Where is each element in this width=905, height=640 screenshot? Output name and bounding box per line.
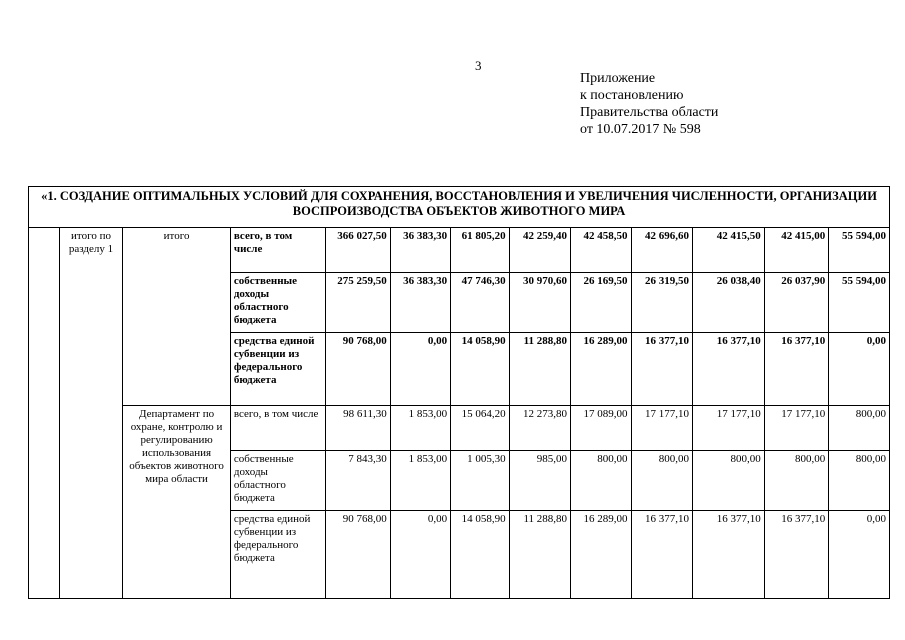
appendix-line: от 10.07.2017 № 598 — [580, 122, 701, 137]
section-total-label: итого по разделу 1 — [59, 228, 123, 599]
value-cell: 12 273,80 — [509, 406, 570, 451]
value-cell: 1 005,30 — [451, 451, 509, 511]
value-cell: 800,00 — [764, 451, 829, 511]
row-type: собственные доходы областного бюджета — [230, 273, 325, 333]
value-cell: 26 038,40 — [692, 273, 764, 333]
section-title: «1. СОЗДАНИЕ ОПТИМАЛЬНЫХ УСЛОВИЙ ДЛЯ СОХРАНЕНИЯ, ВОССТАНОВЛЕНИЯ И УВЕЛИЧЕНИЯ ЧИСЛЕННОСТИ, ОРГАНИЗАЦИИ ВОСПРОИЗВОДСТВА ОБЪЕКТОВ ЖИВОТНОГО МИРА — [29, 187, 890, 228]
value-cell: 0,00 — [829, 511, 890, 599]
value-cell: 0,00 — [829, 333, 890, 406]
value-cell: 55 594,00 — [829, 228, 890, 273]
value-cell: 14 058,90 — [451, 511, 509, 599]
value-cell: 42 415,50 — [692, 228, 764, 273]
value-cell: 800,00 — [692, 451, 764, 511]
value-cell: 366 027,50 — [326, 228, 391, 273]
value-cell: 16 377,10 — [631, 333, 692, 406]
table-row — [29, 228, 890, 273]
value-cell: 11 288,80 — [509, 511, 570, 599]
value-cell: 16 377,10 — [764, 333, 829, 406]
value-cell: 1 853,00 — [390, 406, 450, 451]
value-cell: 17 089,00 — [571, 406, 631, 451]
value-cell: 16 377,10 — [631, 511, 692, 599]
value-cell: 275 259,50 — [326, 273, 391, 333]
value-cell: 16 377,10 — [692, 333, 764, 406]
appendix-header — [580, 70, 718, 138]
row-type: всего, в том числе — [230, 406, 325, 451]
value-cell: 47 746,30 — [451, 273, 509, 333]
value-cell: 16 377,10 — [764, 511, 829, 599]
group-label-total: итого — [123, 228, 231, 406]
value-cell: 26 037,90 — [764, 273, 829, 333]
appendix-line: Правительства области — [580, 105, 719, 120]
value-cell: 98 611,30 — [326, 406, 391, 451]
budget-table — [28, 186, 890, 599]
value-cell: 17 177,10 — [764, 406, 829, 451]
value-cell: 30 970,60 — [509, 273, 570, 333]
appendix-line: к постановлению — [580, 88, 684, 103]
appendix-line: Приложение — [580, 71, 656, 86]
value-cell: 800,00 — [571, 451, 631, 511]
value-cell: 26 169,50 — [571, 273, 631, 333]
value-cell: 800,00 — [631, 451, 692, 511]
value-cell: 14 058,90 — [451, 333, 509, 406]
value-cell: 800,00 — [829, 451, 890, 511]
value-cell: 17 177,10 — [692, 406, 764, 451]
row-type: собственные доходы областного бюджета — [230, 451, 325, 511]
value-cell: 0,00 — [390, 511, 450, 599]
value-cell: 16 289,00 — [571, 333, 631, 406]
row-type: средства единой субвенции из федерального бюджета — [230, 511, 325, 599]
value-cell: 55 594,00 — [829, 273, 890, 333]
blank-cell — [29, 228, 60, 599]
value-cell: 42 458,50 — [571, 228, 631, 273]
value-cell: 90 768,00 — [326, 333, 391, 406]
value-cell: 0,00 — [390, 333, 450, 406]
value-cell: 16 377,10 — [692, 511, 764, 599]
value-cell: 985,00 — [509, 451, 570, 511]
value-cell: 42 415,00 — [764, 228, 829, 273]
value-cell: 26 319,50 — [631, 273, 692, 333]
value-cell: 7 843,30 — [326, 451, 391, 511]
value-cell: 17 177,10 — [631, 406, 692, 451]
value-cell: 36 383,30 — [390, 228, 450, 273]
value-cell: 15 064,20 — [451, 406, 509, 451]
value-cell: 61 805,20 — [451, 228, 509, 273]
row-type: всего, в том числе — [230, 228, 325, 273]
row-type: средства единой субвенции из федерального бюджета — [230, 333, 325, 406]
value-cell: 16 289,00 — [571, 511, 631, 599]
value-cell: 90 768,00 — [326, 511, 391, 599]
value-cell: 42 696,60 — [631, 228, 692, 273]
page-number: 3 — [475, 58, 482, 73]
group-label-department: Департамент по охране, контролю и регулированию использования объектов животного мира области — [123, 406, 231, 599]
value-cell: 42 259,40 — [509, 228, 570, 273]
value-cell: 11 288,80 — [509, 333, 570, 406]
value-cell: 800,00 — [829, 406, 890, 451]
value-cell: 1 853,00 — [390, 451, 450, 511]
table-row — [29, 406, 890, 451]
value-cell: 36 383,30 — [390, 273, 450, 333]
title-row — [29, 187, 890, 228]
